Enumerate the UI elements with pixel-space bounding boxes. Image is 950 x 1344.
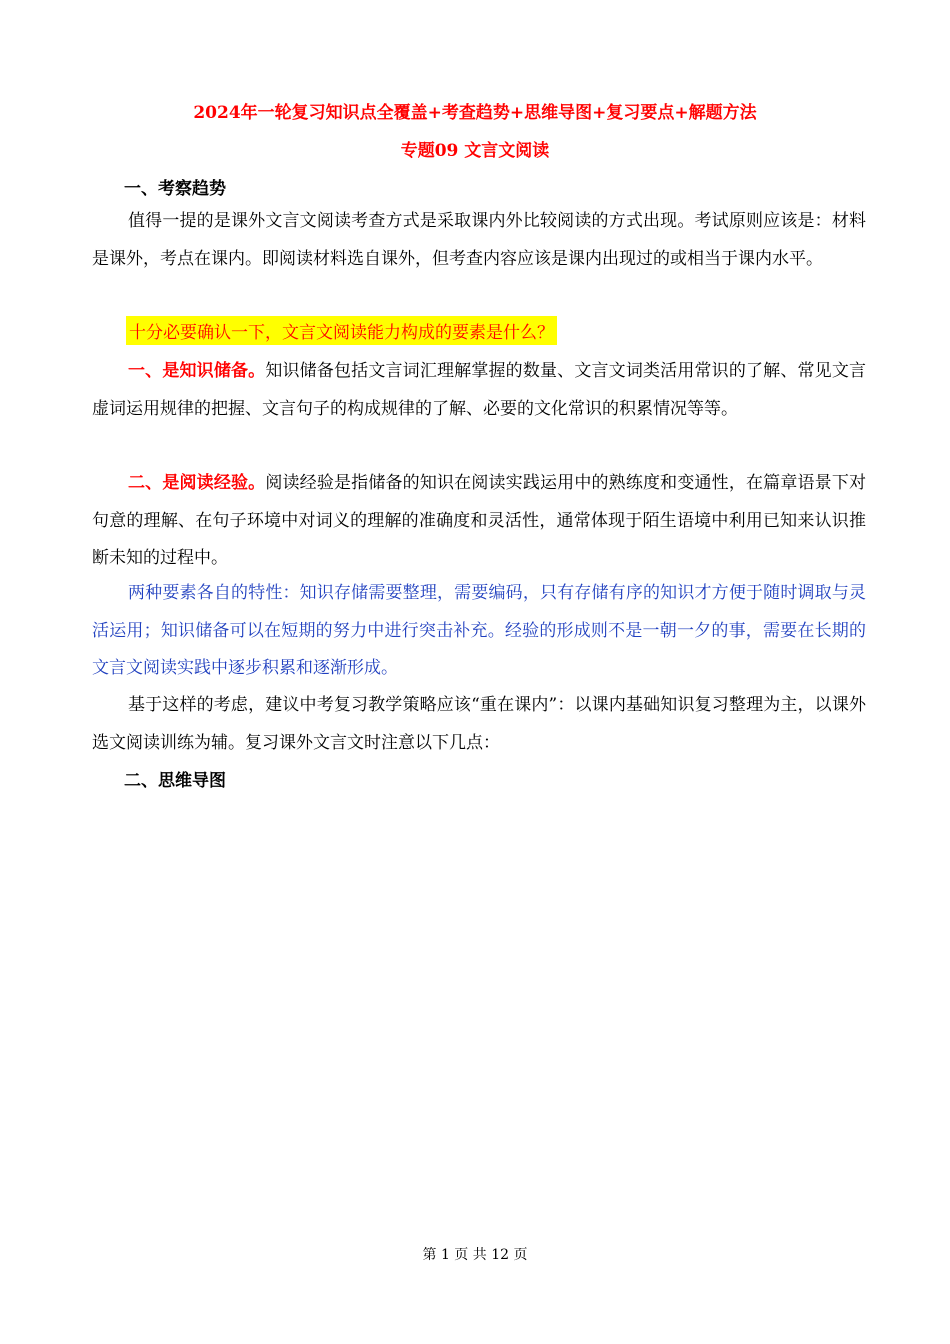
highlighted-question: 十分必要确认一下，文言文阅读能力构成的要素是什么？: [126, 316, 557, 345]
paragraph-strategy: 基于这样的考虑，建议中考复习教学策略应该“重在课内”：以课内基础知识复习整理为主，以课外选文阅读训练为辅。复习课外文言文时注意以下几点：: [92, 695, 866, 753]
paragraph-knowledge: [92, 353, 866, 428]
experience-lead: 二、是阅读经验。: [128, 473, 266, 493]
knowledge-text: 知识储备包括文言词汇理解掌握的数量、文言文词类活用常识的了解、常见文言虚词运用规律的把握、文言句子的构成规律的了解、必要的文化常识的积累情况等等。: [92, 361, 867, 419]
document-subtitle: 专题09 文言文阅读: [400, 141, 550, 161]
paragraph-intro: 值得一提的是课外文言文阅读考查方式是采取课内外比较阅读的方式出现。考试原则应该是：材料是课外，考点在课内。即阅读材料选自课外，但考查内容应该是课内出现过的或相当于课内水平。: [92, 211, 866, 269]
document-title: 2024年一轮复习知识点全覆盖+考查趋势+思维导图+复习要点+解题方法: [193, 103, 757, 123]
experience-text: 阅读经验是指储备的知识在阅读实践运用中的熟练度和变通性，在篇章语景下对句意的理解、在句子环境中对词义的理解的准确度和灵活性，通常体现于陌生语境中利用已知来认识推断未知的过程中。: [92, 473, 867, 568]
paragraph-experience: [92, 465, 866, 578]
section-heading-mindmap: 二、思维导图: [124, 771, 226, 791]
page-footer: 第 1 页 共 12 页: [422, 1247, 528, 1263]
paragraph-characteristics: 两种要素各自的特性：知识存储需要整理，需要编码，只有存储有序的知识才方便于随时调取与灵活运用；知识储备可以在短期的努力中进行突击补充。经验的形成则不是一朝一夕的事，需要在长期的文言文阅读实践中逐步积累和逐渐形成。: [92, 583, 866, 678]
section-heading-trend: 一、考察趋势: [124, 179, 226, 199]
knowledge-lead: 一、是知识储备。: [128, 361, 266, 381]
